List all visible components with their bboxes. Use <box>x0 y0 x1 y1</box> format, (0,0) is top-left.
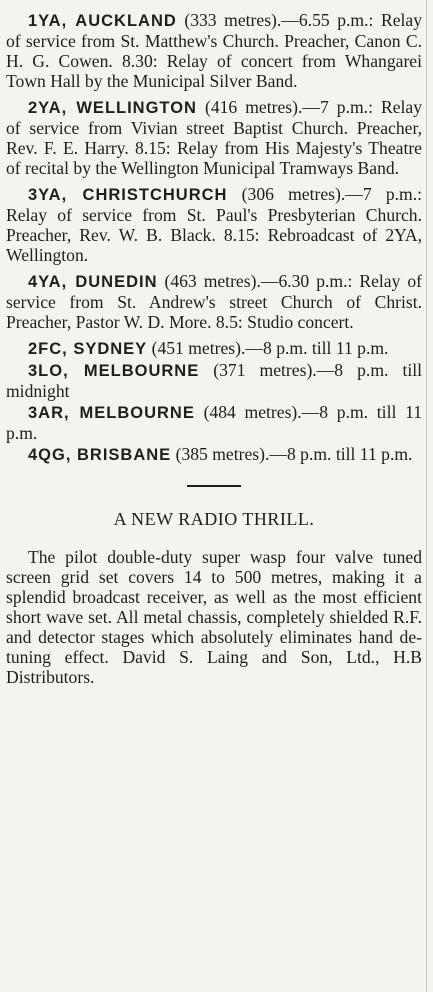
listing-3ar <box>6 402 422 443</box>
station-name: 3YA, CHRISTCHURCH <box>28 186 228 204</box>
listing-text: (416 metres).—7 p.m.: Relay of service from Vivian street Baptist Church. Preacher, Rev. F. E. Harry. 8.15: Relay from His Majesty's Theatre of recital by the Wellington Municipal Tramways Band. <box>6 97 422 178</box>
listing-text: (484 metres).—8 p.m. till 11 p.m. <box>6 402 423 443</box>
newspaper-column <box>6 10 422 704</box>
listing-text: (451 metres).—8 p.m. till 11 p.m. <box>147 338 389 358</box>
listing-text: (306 metres).—7 p.m.: Relay of service from St. Paul's Presbyterian Church. Preacher, Rev. W. B. Black. 8.15: Rebroadcast of 2YA, Wellington. <box>6 184 423 265</box>
listing-4ya <box>6 271 422 332</box>
listing-1ya <box>6 10 422 91</box>
listing-text: (371 metres).—8 p.m. till midnight <box>6 360 422 401</box>
station-name: 4QG, BRISBANE <box>28 446 172 464</box>
listing-2ya <box>6 97 422 178</box>
listing-text: (463 metres).—6.30 p.m.: Relay of service from St. Andrew's street Church of Christ. Preacher, Pastor W. D. More. 8.5: Studio concert. <box>6 271 423 332</box>
listing-text: (385 metres).—8 p.m. till 11 p.m. <box>171 444 413 464</box>
listing-3ya <box>6 184 422 265</box>
column-edge <box>426 0 427 992</box>
station-name: 3LO, MELBOURNE <box>28 362 200 380</box>
article-body: The pilot double-duty super wasp four valve tuned screen grid set covers 14 to 500 metres, making it a splendid broadcast receiver, as well as the most efficient short wave set. All metal chassis, completely shielded R.F. and detector stages which absolutely eliminates hand de-tuning effect. David S. Laing and Son, Ltd., H.B Distributors. <box>6 546 422 687</box>
station-name: 4YA, DUNEDIN <box>28 273 158 291</box>
station-name: 2FC, SYDNEY <box>28 340 148 358</box>
listing-text: (333 metres).—6.55 p.m.: Relay of service from St. Matthew's Church. Preacher, Canon C. H. G. Cowen. 8.30: Relay of concert from Whangarei Town Hall by the Municipal Silver Band. <box>6 10 422 91</box>
station-name: 2YA, WELLINGTON <box>28 99 197 117</box>
station-name: 3AR, MELBOURNE <box>28 404 195 422</box>
article-headline: A NEW RADIO THRILL. <box>113 509 315 529</box>
section-divider <box>187 485 241 487</box>
listing-4qg <box>6 444 422 465</box>
listing-2fc <box>6 338 422 359</box>
listing-3lo <box>6 360 422 401</box>
station-name: 1YA, AUCKLAND <box>28 12 177 30</box>
